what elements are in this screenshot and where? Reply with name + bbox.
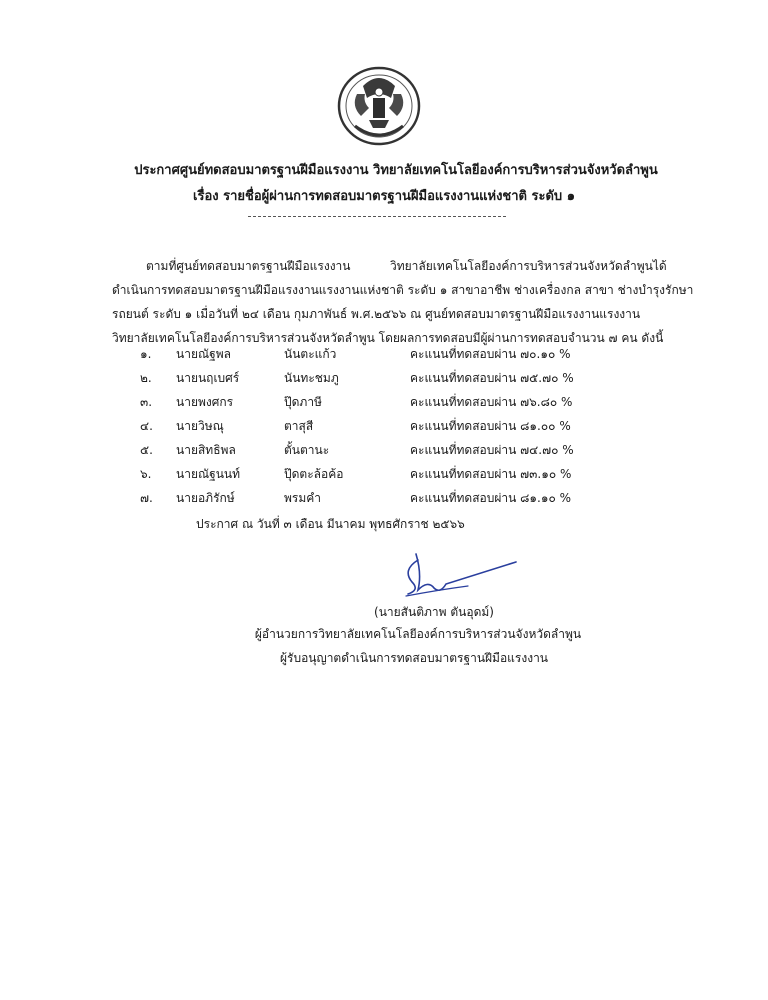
college-emblem-icon (333, 64, 425, 148)
item-number: ๒. (140, 371, 152, 385)
item-number: ๔. (140, 419, 153, 433)
item-number: ๗. (140, 491, 153, 505)
first-name: นายณัฐนนท์ (176, 467, 241, 481)
signer-position: ผู้อำนวยการวิทยาลัยเทคโนโลยีองค์การบริหารส่วนจังหวัดลำพูน (254, 627, 582, 641)
last-name: ตั้นตานะ (284, 443, 330, 457)
first-name: นายพงศกร (176, 395, 234, 409)
first-name: นายอภิรักษ์ (176, 491, 235, 505)
last-name: ปุ๊ดตะล้อค้อ (284, 467, 344, 481)
signer-name: (นายสันติภาพ ตันอุดม์) (374, 605, 494, 619)
announcement-subject: เรื่อง รายชื่อผู้ผ่านการทดสอบมาตรฐานฝีมือแรงงานแห่งชาติ ระดับ ๑ (193, 189, 575, 204)
score: คะแนนที่ทดสอบผ่าน ๘๑.๐๐ % (410, 419, 571, 433)
last-name: นันตะแก้ว (284, 347, 337, 361)
first-name: นายสิทธิพล (176, 443, 236, 457)
last-name: พรมคำ (284, 491, 322, 505)
score: คะแนนที่ทดสอบผ่าน ๗๔.๗๐ % (410, 443, 574, 457)
last-name: ตาสุสี (284, 419, 314, 433)
item-number: ๖. (140, 467, 152, 481)
score: คะแนนที่ทดสอบผ่าน ๗๐.๑๐ % (410, 347, 571, 361)
item-number: ๑. (140, 347, 152, 361)
body-paragraph-line-3: รถยนต์ ระดับ ๑ เมื่อวันที่ ๒๔ เดือน กุมภาพันธ์ พ.ศ.๒๕๖๖ ณ ศูนย์ทดสอบมาตรฐานฝีมือแรงงานแรงงาน (112, 307, 641, 321)
first-name: นายวิษณุ (176, 419, 224, 433)
item-number: ๕. (140, 443, 153, 457)
body-paragraph-line-1b: วิทยาลัยเทคโนโลยีองค์การบริหารส่วนจังหวัดลำพูนได้ (390, 259, 667, 273)
item-number: ๓. (140, 395, 153, 409)
score: คะแนนที่ทดสอบผ่าน ๗๓.๑๐ % (410, 467, 572, 481)
first-name: นายนฤเบศร์ (176, 371, 240, 385)
body-paragraph-line-2: ดำเนินการทดสอบมาตรฐานฝีมือแรงงานแรงงานแห่งชาติ ระดับ ๑ สาขาอาชีพ ช่างเครื่องกล สาขา ช่างบำรุงรักษา (112, 283, 694, 297)
announcement-date: ประกาศ ณ วันที่ ๓ เดือน มีนาคม พุทธศักราช ๒๕๖๖ (196, 517, 465, 531)
title-divider (248, 216, 506, 217)
handwritten-signature-icon (398, 540, 522, 604)
body-paragraph-line-1a: ตามที่ศูนย์ทดสอบมาตรฐานฝีมือแรงงาน (146, 259, 351, 273)
score: คะแนนที่ทดสอบผ่าน ๗๖.๘๐ % (410, 395, 573, 409)
body-paragraph-line-4: วิทยาลัยเทคโนโลยีองค์การบริหารส่วนจังหวัดลำพูน โดยผลการทดสอบมีผู้ผ่านการทดสอบจำนวน ๗ คน ดังนี้ (112, 331, 664, 345)
first-name: นายณัฐพล (176, 347, 231, 361)
last-name: ปุ๊ดภาษี (284, 395, 322, 409)
score: คะแนนที่ทดสอบผ่าน ๘๑.๑๐ % (410, 491, 572, 505)
last-name: นันทะชมภู (284, 371, 339, 385)
score: คะแนนที่ทดสอบผ่าน ๗๕.๗๐ % (410, 371, 574, 385)
announcement-title: ประกาศศูนย์ทดสอบมาตรฐานฝีมือแรงงาน วิทยาลัยเทคโนโลยีองค์การบริหารส่วนจังหวัดลำพูน (134, 163, 658, 178)
signer-role: ผู้รับอนุญาตดำเนินการทดสอบมาตรฐานฝีมือแรงงาน (279, 651, 549, 665)
